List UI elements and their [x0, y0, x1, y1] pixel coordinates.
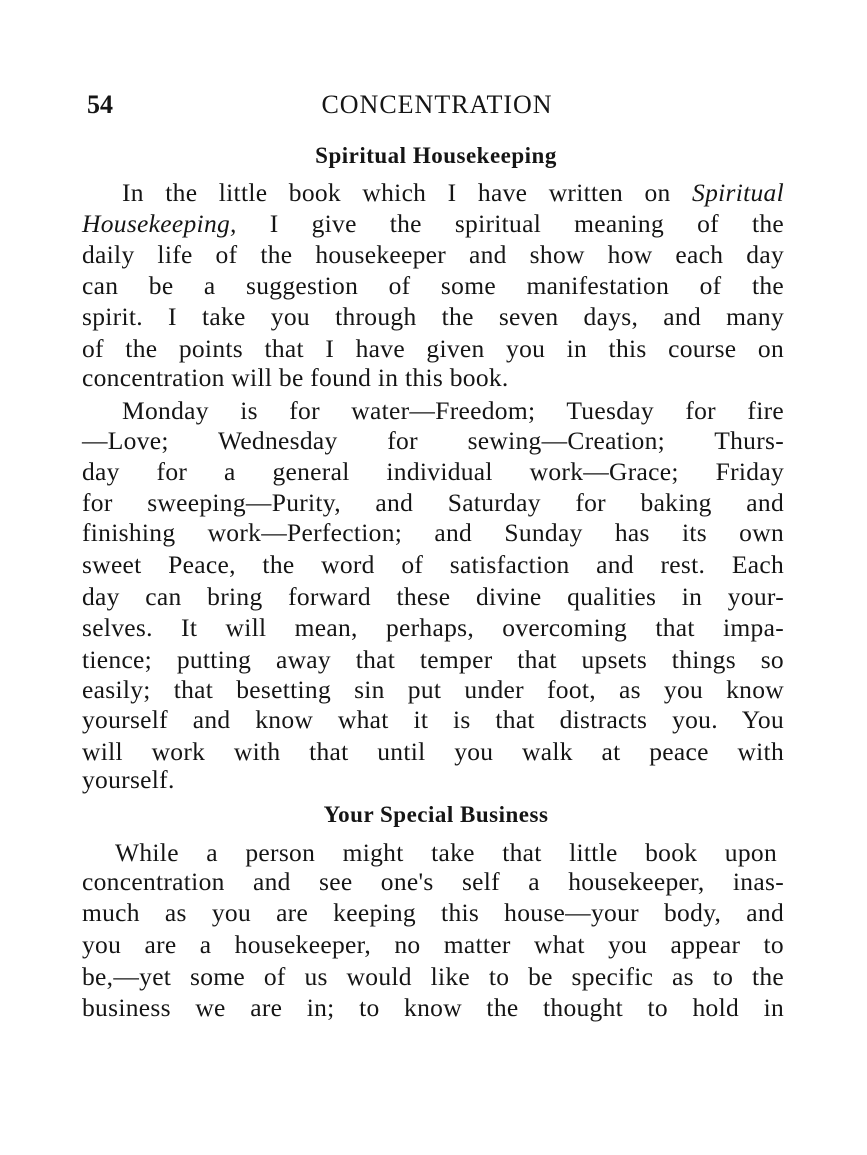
text-line: of the points that I have given you in this course on [82, 334, 784, 363]
text-line: day for a general individual work—Grace; Friday [82, 457, 784, 486]
text-line [82, 209, 784, 239]
text-line: While a person might take that little book upon [115, 838, 777, 867]
text-line: business we are in; to know the thought to hold in [82, 993, 784, 1022]
text-segment: In the little book which I have written on [122, 178, 693, 207]
text-line: be,—yet some of us would like to be specific as to the [82, 962, 784, 991]
text-line: tience; putting away that temper that upsets things so [82, 645, 784, 674]
text-line: Monday is for water—Freedom; Tuesday for fire [122, 396, 784, 425]
text-line: easily; that besetting sin put under foot, as you know [82, 675, 784, 704]
text-line: you are a housekeeper, no matter what you appear to [82, 930, 784, 959]
text-line: can be a suggestion of some manifestation of the [82, 271, 784, 300]
section-heading: Spiritual Housekeeping [315, 143, 557, 168]
text-line: much as you are keeping this house—your body, and [82, 898, 784, 927]
text-line: concentration and see one's self a housekeeper, inas- [82, 867, 784, 896]
text-line: selves. It will mean, perhaps, overcoming that impa- [82, 613, 784, 642]
text-line: will work with that until you walk at peace with [82, 737, 784, 766]
text-line: sweet Peace, the word of satisfaction and rest. Each [82, 550, 784, 579]
text-line: day can bring forward these divine qualities in your- [82, 582, 784, 611]
text-line: spirit. I take you through the seven days, and many [82, 302, 784, 331]
book-title-italic: Spiritual [692, 178, 784, 207]
text-line [122, 178, 784, 208]
text-line: finishing work—Perfection; and Sunday has its own [82, 518, 784, 547]
text-line: yourself and know what it is that distracts you. You [82, 705, 784, 734]
running-head: CONCENTRATION [321, 90, 553, 119]
text-line: yourself. [82, 765, 175, 794]
text-segment: I give the spiritual meaning of the [236, 209, 784, 238]
text-line: concentration will be found in this book. [82, 363, 509, 392]
text-line: —Love; Wednesday for sewing—Creation; Thurs- [82, 426, 784, 455]
text-line: daily life of the housekeeper and show how each day [82, 240, 784, 269]
text-line: for sweeping—Purity, and Saturday for baking and [82, 488, 784, 517]
section-heading: Your Special Business [323, 802, 549, 827]
book-title-italic: Housekeeping, [82, 209, 237, 238]
page-number: 54 [87, 90, 113, 119]
